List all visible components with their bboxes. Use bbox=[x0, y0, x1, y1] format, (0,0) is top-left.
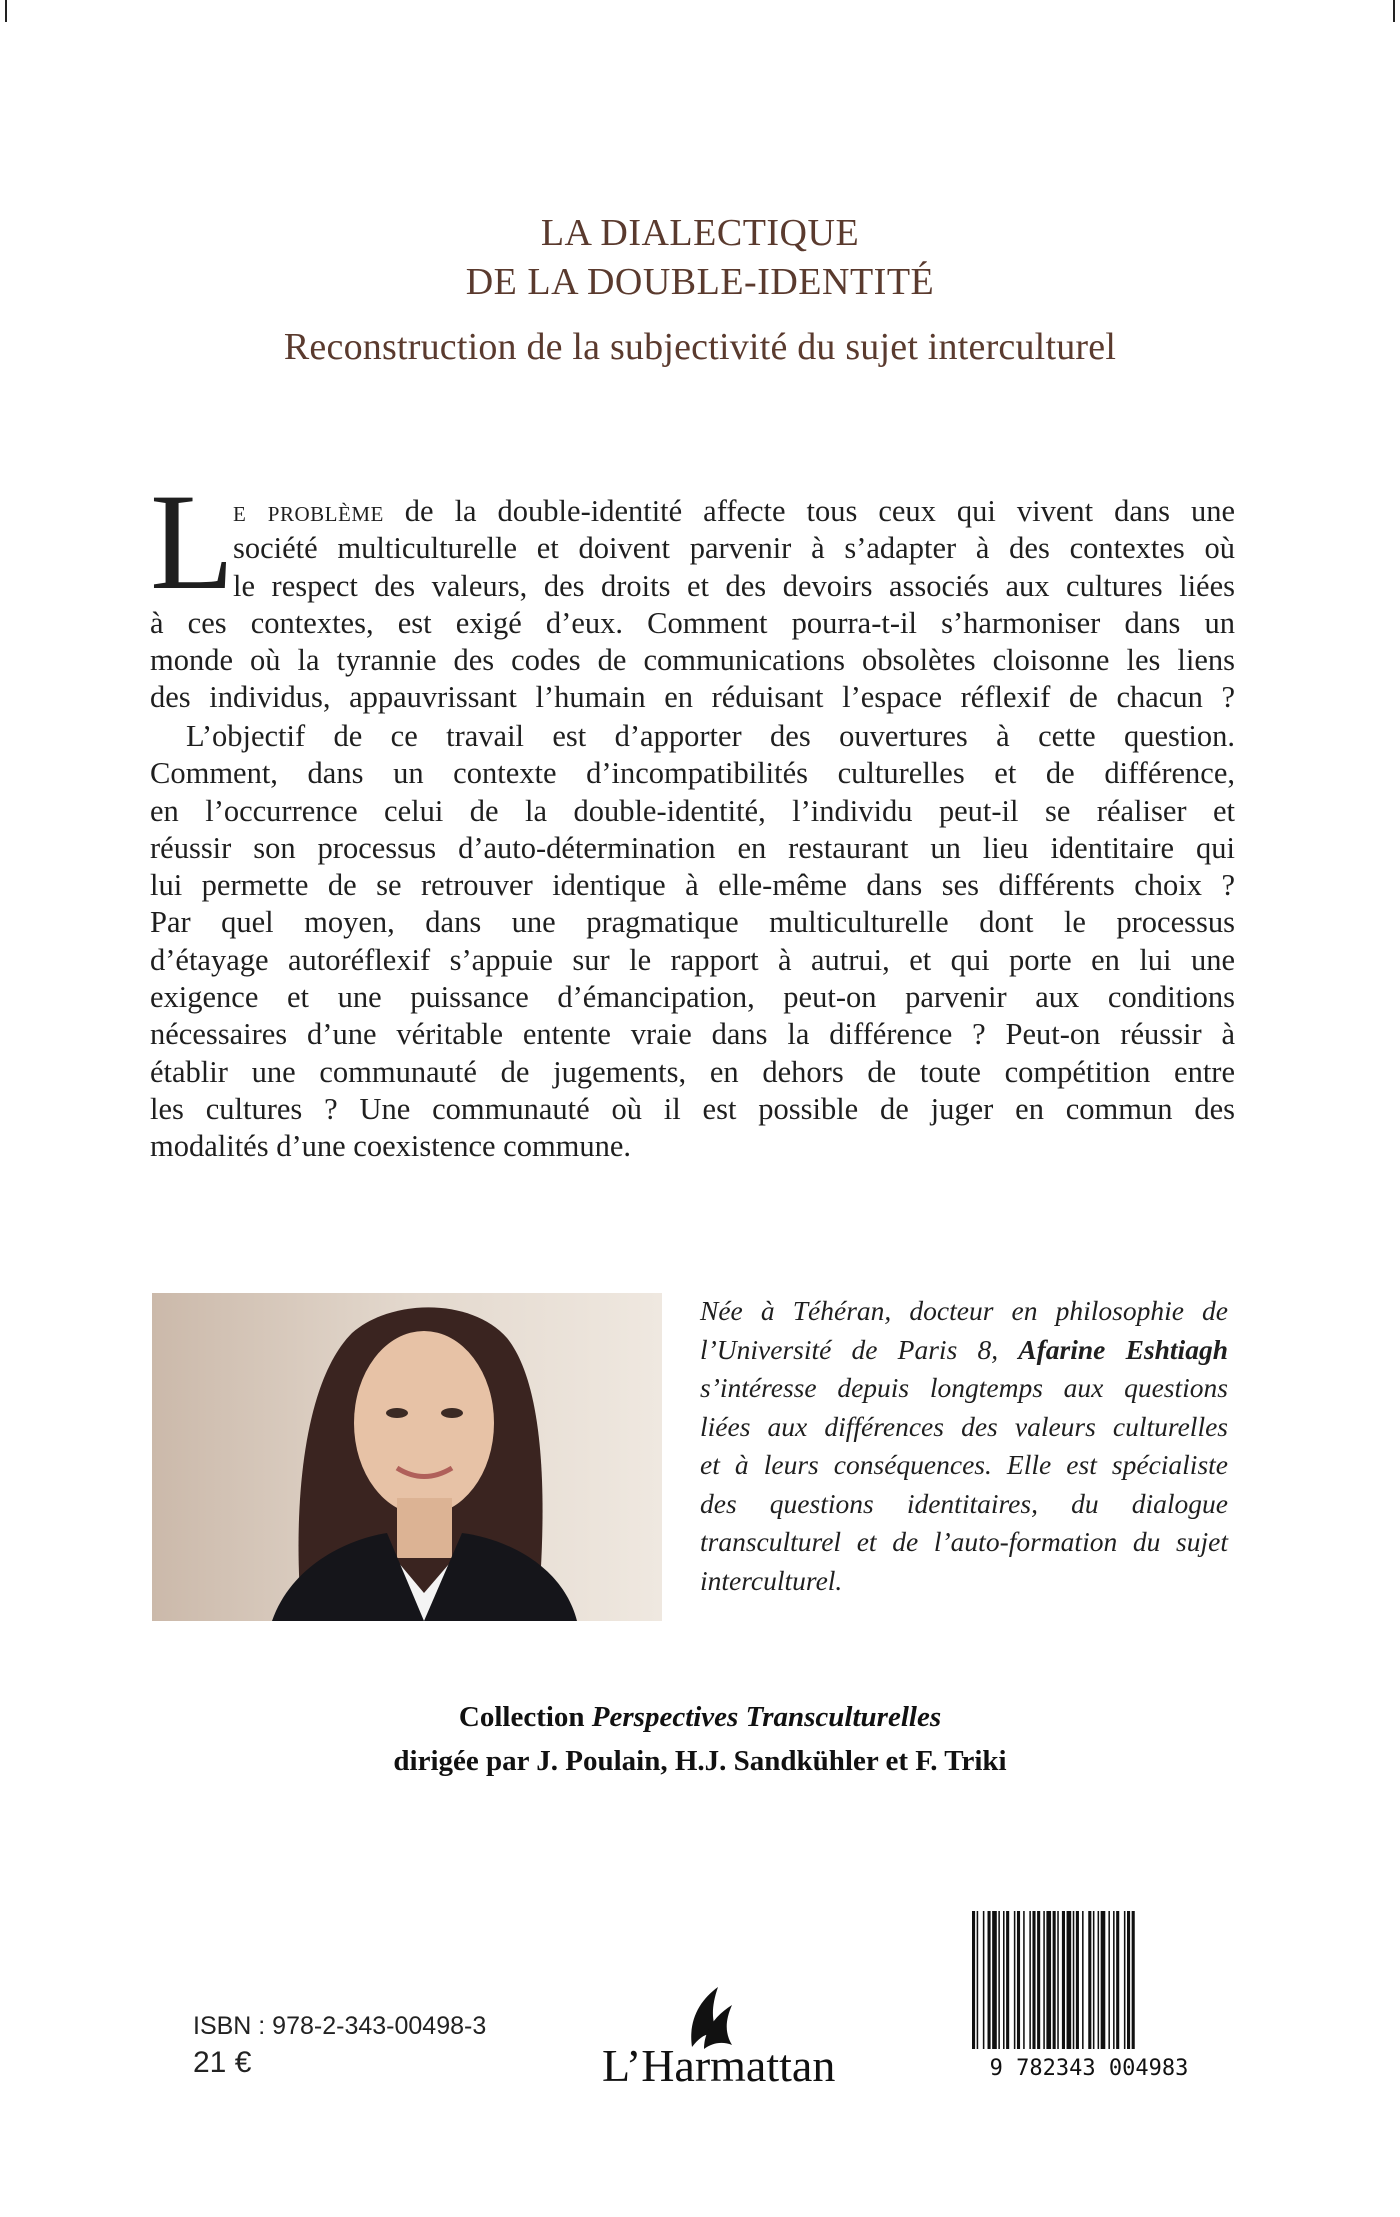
blurb-line: nécessaires d’une véritable entente vraie dans la différence ? Peut-on réussir à bbox=[150, 1017, 1235, 1052]
barcode-bar bbox=[1017, 1911, 1020, 2049]
barcode-bar bbox=[992, 1911, 997, 2049]
barcode-bar bbox=[1108, 1911, 1110, 2049]
barcode-bar bbox=[1098, 1911, 1100, 2049]
blurb-line: le respect des valeurs, des droits et des devoirs associés aux cultures liées bbox=[233, 568, 1235, 603]
barcode-bar bbox=[1014, 1911, 1016, 2049]
barcode-bar bbox=[1073, 1911, 1075, 2049]
blurb-line: L’objectif de ce travail est d’apporter des ouvertures à cette question. bbox=[186, 719, 1235, 753]
book-title-line1: LA DIALECTIQUE bbox=[540, 212, 860, 254]
book-title-line2: DE LA DOUBLE-IDENTITÉ bbox=[465, 261, 935, 303]
blurb-line: réussir son processus d’auto-détermination en restaurant un lieu identitaire qui bbox=[150, 830, 1235, 865]
barcode-bar bbox=[998, 1911, 1000, 2049]
blurb-line: société multiculturelle et doivent parvenir à s’adapter à des contextes où bbox=[233, 531, 1235, 566]
author-name: Afarine Eshtiagh bbox=[1018, 1333, 1228, 1365]
barcode-bar bbox=[1029, 1911, 1031, 2049]
barcode-bar bbox=[972, 1911, 975, 2049]
blurb-line: les cultures ? Une communauté où il est possible de juger en commun des bbox=[150, 1091, 1235, 1126]
barcode-bar bbox=[1116, 1911, 1119, 2049]
barcode-bar bbox=[977, 1911, 979, 2049]
blurb-line-rest: de la double-identité affecte tous ceux qui vivent dans une bbox=[383, 494, 1235, 528]
blurb-line: Par quel moyen, dans une pragmatique multiculturelle dont le processus bbox=[150, 905, 1235, 940]
blurb-line: à ces contextes, est exigé d’eux. Comment pourra-t-il s’harmoniser dans un bbox=[150, 605, 1235, 640]
barcode-bar bbox=[1067, 1911, 1072, 2049]
publisher-logo bbox=[600, 1975, 860, 2095]
blurb-line: monde où la tyrannie des codes de communications obsolètes cloisonne les liens bbox=[150, 643, 1235, 678]
author-photo bbox=[152, 1293, 662, 1621]
barcode bbox=[960, 1903, 1218, 2083]
barcode-bar bbox=[1043, 1911, 1045, 2049]
blurb-line: établir une communauté de jugements, en dehors de toute compétition entre bbox=[150, 1054, 1235, 1089]
blurb-paragraph-1 bbox=[150, 493, 1235, 717]
barcode-icon bbox=[960, 1903, 1218, 2083]
bio-line: liées aux différences des valeurs culturelles bbox=[700, 1410, 1228, 1442]
blurb-smallcaps: e problème bbox=[233, 494, 384, 528]
barcode-bar bbox=[988, 1911, 991, 2049]
barcode-number: 9 782343 004983 bbox=[989, 2056, 1189, 2081]
barcode-bar bbox=[1113, 1911, 1115, 2049]
crop-mark-right bbox=[1393, 0, 1395, 22]
harmattan-logo-icon bbox=[600, 1975, 860, 2095]
barcode-bar bbox=[1003, 1911, 1005, 2049]
barcode-bar bbox=[1101, 1911, 1106, 2049]
barcode-bar bbox=[1037, 1911, 1040, 2049]
barcode-bar bbox=[983, 1911, 985, 2049]
drop-cap: L bbox=[150, 465, 235, 618]
bio-line: et à leurs conséquences. Elle est spécialiste bbox=[700, 1449, 1228, 1480]
crop-mark-left bbox=[5, 0, 7, 22]
blurb-line: modalités d’une coexistence commune. bbox=[150, 1129, 632, 1164]
author-bio bbox=[700, 1292, 1228, 1600]
blurb-line: Comment, dans un contexte d’incompatibilités culturelles et de différence, bbox=[150, 756, 1235, 791]
bio-line: interculturel. bbox=[700, 1564, 843, 1596]
author-portrait-icon bbox=[152, 1293, 662, 1621]
blurb-line: d’étayage autoréflexif s’appuie sur le rapport à autrui, et qui porte en lui une bbox=[150, 942, 1235, 977]
barcode-bar bbox=[1006, 1911, 1009, 2049]
barcode-bar bbox=[1127, 1911, 1130, 2049]
blurb-line: en l’occurrence celui de la double-identité, l’individu peut-il se réaliser et bbox=[150, 793, 1235, 828]
barcode-bar bbox=[1032, 1911, 1035, 2049]
bio-line: des questions identitaires, du dialogue bbox=[700, 1487, 1228, 1519]
barcode-bar bbox=[1046, 1911, 1051, 2049]
isbn: ISBN : 978-2-343-00498-3 bbox=[193, 2012, 487, 2040]
blurb-line: exigence et une puissance d’émancipation, peut-on parvenir aux conditions bbox=[150, 980, 1235, 1015]
barcode-bar bbox=[1076, 1911, 1079, 2049]
blurb-paragraph-2 bbox=[150, 718, 1235, 1166]
book-subtitle: Reconstruction de la subjectivité du sujet interculturel bbox=[283, 326, 1117, 368]
barcode-bar bbox=[1053, 1911, 1056, 2049]
bio-line: Née à Téhéran, docteur en philosophie de bbox=[700, 1295, 1228, 1326]
blurb-line: des individus, appauvrissant l’humain en réduisant l’espace réflexif de chacun ? bbox=[150, 680, 1235, 715]
barcode-bar bbox=[1093, 1911, 1095, 2049]
barcode-bar bbox=[1023, 1911, 1025, 2049]
barcode-bar bbox=[1132, 1911, 1135, 2049]
collection-title: Perspectives Transculturelles bbox=[591, 1701, 942, 1733]
collection-directors: dirigée par J. Poulain, H.J. Sandkühler et F. Triki bbox=[393, 1745, 1007, 1777]
barcode-bar bbox=[1062, 1911, 1065, 2049]
bio-line: s’intéresse depuis longtemps aux questions bbox=[700, 1372, 1228, 1403]
price: 21 € bbox=[193, 2046, 252, 2079]
blurb-line: lui permette de se retrouver identique à elle-même dans ses différents choix ? bbox=[150, 868, 1235, 903]
barcode-bar bbox=[1082, 1911, 1084, 2049]
barcode-bar bbox=[1124, 1911, 1126, 2049]
blurb-line bbox=[150, 493, 1235, 530]
bio-text: l’Université de Paris 8, bbox=[700, 1333, 1019, 1365]
barcode-bar bbox=[1057, 1911, 1059, 2049]
barcode-bar bbox=[1088, 1911, 1091, 2049]
publisher-name: L’Harmattan bbox=[602, 2040, 836, 2091]
collection-prefix: Collection bbox=[458, 1701, 592, 1733]
bio-line bbox=[700, 1331, 1228, 1370]
collection-name bbox=[0, 1697, 1400, 1737]
bio-line: transculturel et de l’auto-formation du sujet bbox=[700, 1526, 1228, 1557]
